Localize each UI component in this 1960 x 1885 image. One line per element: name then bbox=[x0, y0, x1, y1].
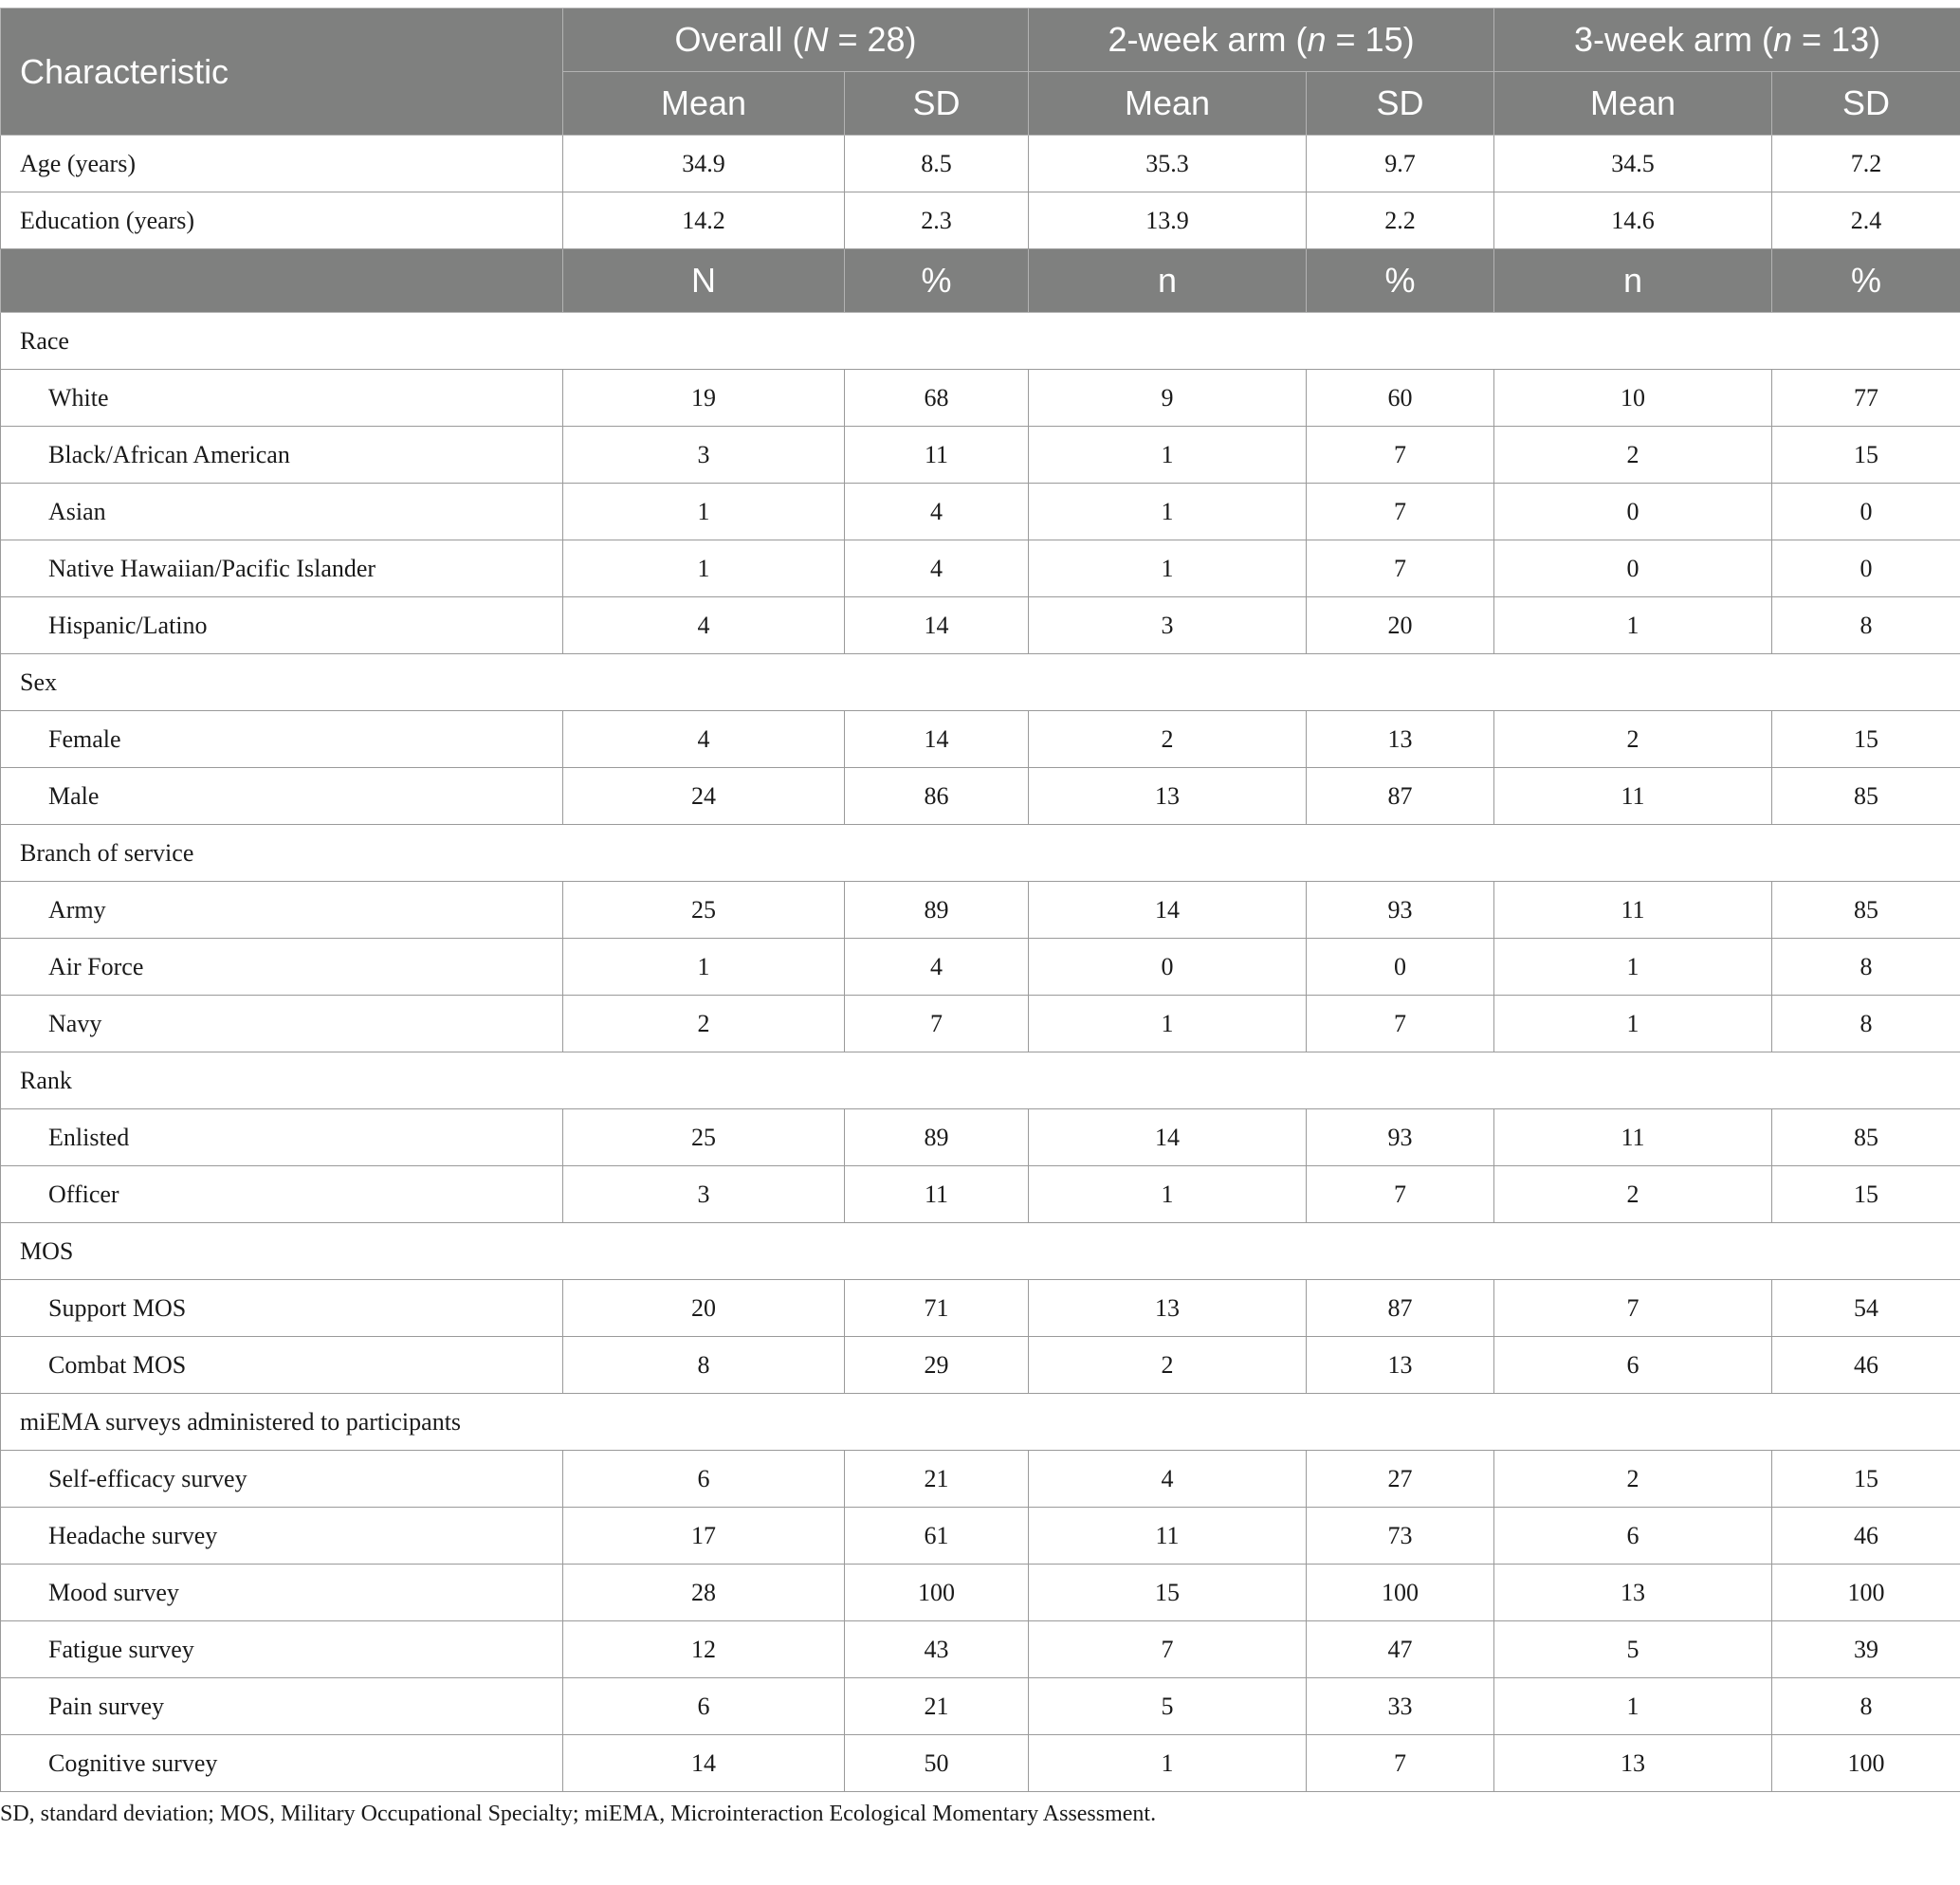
table-cell: 15 bbox=[1772, 1451, 1960, 1508]
table-cell: 60 bbox=[1307, 370, 1494, 427]
table-row bbox=[1, 1735, 1960, 1792]
table-cell: 7 bbox=[845, 996, 1029, 1052]
table-cell: 2 bbox=[1494, 427, 1772, 484]
row-label: Pain survey bbox=[1, 1678, 563, 1735]
table-cell: 15 bbox=[1772, 427, 1960, 484]
section-title: MOS bbox=[1, 1223, 1960, 1280]
table-cell: 0 bbox=[1307, 939, 1494, 996]
table-cell: 1 bbox=[1494, 996, 1772, 1052]
table-cell: 1 bbox=[563, 939, 845, 996]
section-title: miEMA surveys administered to participants bbox=[1, 1394, 1960, 1451]
table-footnote: SD, standard deviation; MOS, Military Occupational Specialty; miEMA, Microinteraction Ecological Momentary Assessment. bbox=[0, 1802, 1157, 1826]
table-cell: 2 bbox=[1494, 711, 1772, 768]
row-label: Male bbox=[1, 768, 563, 825]
table-cell: 14 bbox=[845, 597, 1029, 654]
table-cell: 7 bbox=[1029, 1621, 1307, 1678]
row-label: Cognitive survey bbox=[1, 1735, 563, 1792]
table-cell: 12 bbox=[563, 1621, 845, 1678]
row-label: Air Force bbox=[1, 939, 563, 996]
table-row bbox=[1, 768, 1960, 825]
table-cell: 7 bbox=[1307, 996, 1494, 1052]
table-cell: 1 bbox=[563, 484, 845, 540]
table-cell: 1 bbox=[1029, 484, 1307, 540]
row-label: Age (years) bbox=[1, 136, 563, 192]
table-cell: 2 bbox=[563, 996, 845, 1052]
subheader-cell: n bbox=[1494, 249, 1772, 313]
table-cell: 11 bbox=[1494, 882, 1772, 939]
section-title: Sex bbox=[1, 654, 1960, 711]
section-row bbox=[1, 654, 1960, 711]
table-cell: 100 bbox=[1772, 1735, 1960, 1792]
table-cell: 2 bbox=[1029, 711, 1307, 768]
table-cell: 2 bbox=[1029, 1337, 1307, 1394]
table-cell: 15 bbox=[1029, 1565, 1307, 1621]
section-row bbox=[1, 1394, 1960, 1451]
table-row bbox=[1, 996, 1960, 1052]
table-cell: 3 bbox=[563, 427, 845, 484]
table-cell: 1 bbox=[1494, 597, 1772, 654]
table-cell: 0 bbox=[1029, 939, 1307, 996]
table-cell: 25 bbox=[563, 1109, 845, 1166]
row-label: Combat MOS bbox=[1, 1337, 563, 1394]
table-cell: 8 bbox=[1772, 939, 1960, 996]
table-cell: 43 bbox=[845, 1621, 1029, 1678]
table-cell: 14 bbox=[845, 711, 1029, 768]
table-cell: 4 bbox=[845, 484, 1029, 540]
table-row bbox=[1, 1678, 1960, 1735]
table-cell: 86 bbox=[845, 768, 1029, 825]
table-cell: 11 bbox=[845, 1166, 1029, 1223]
table-cell: 100 bbox=[845, 1565, 1029, 1621]
table-cell: 17 bbox=[563, 1508, 845, 1565]
table-cell: 0 bbox=[1494, 484, 1772, 540]
table-cell: 13 bbox=[1307, 711, 1494, 768]
table-cell: 7 bbox=[1307, 540, 1494, 597]
table-row bbox=[1, 597, 1960, 654]
table-cell: 85 bbox=[1772, 768, 1960, 825]
table-cell: 71 bbox=[845, 1280, 1029, 1337]
table-cell: 33 bbox=[1307, 1678, 1494, 1735]
table-cell: 14 bbox=[1029, 1109, 1307, 1166]
table-cell: 9 bbox=[1029, 370, 1307, 427]
table-cell: 35.3 bbox=[1029, 136, 1307, 192]
table-cell: 7 bbox=[1494, 1280, 1772, 1337]
characteristic-header: Characteristic bbox=[1, 9, 563, 136]
subheader-cell: N bbox=[563, 249, 845, 313]
table-cell: 5 bbox=[1494, 1621, 1772, 1678]
table-cell: 4 bbox=[1029, 1451, 1307, 1508]
row-label: Mood survey bbox=[1, 1565, 563, 1621]
table-cell: 46 bbox=[1772, 1337, 1960, 1394]
table-cell: 1 bbox=[1029, 1166, 1307, 1223]
row-label: Enlisted bbox=[1, 1109, 563, 1166]
table-cell: 20 bbox=[563, 1280, 845, 1337]
table-cell: 85 bbox=[1772, 882, 1960, 939]
table-cell: 77 bbox=[1772, 370, 1960, 427]
subheader-cell: % bbox=[1772, 249, 1960, 313]
table-cell: 25 bbox=[563, 882, 845, 939]
table-cell: 8 bbox=[1772, 996, 1960, 1052]
table-cell: 0 bbox=[1494, 540, 1772, 597]
table-cell: 8 bbox=[1772, 597, 1960, 654]
group-header-3-week: 3-week arm (n = 13) bbox=[1494, 9, 1960, 72]
section-row bbox=[1, 825, 1960, 882]
table-cell: 0 bbox=[1772, 484, 1960, 540]
table-cell: 5 bbox=[1029, 1678, 1307, 1735]
table-cell: 20 bbox=[1307, 597, 1494, 654]
categorical-body bbox=[1, 313, 1960, 1792]
row-label: Self-efficacy survey bbox=[1, 1451, 563, 1508]
table-cell: 2.2 bbox=[1307, 192, 1494, 249]
table-cell: 8 bbox=[563, 1337, 845, 1394]
table-row bbox=[1, 136, 1960, 192]
table-row bbox=[1, 484, 1960, 540]
section-title: Branch of service bbox=[1, 825, 1960, 882]
table-cell: 1 bbox=[1029, 996, 1307, 1052]
table-row bbox=[1, 1337, 1960, 1394]
table-cell: 61 bbox=[845, 1508, 1029, 1565]
table-cell: 11 bbox=[1494, 768, 1772, 825]
table-cell: 34.9 bbox=[563, 136, 845, 192]
table-cell: 1 bbox=[1029, 1735, 1307, 1792]
subheader-cell: SD bbox=[1307, 72, 1494, 136]
subheader-cell: SD bbox=[1772, 72, 1960, 136]
table-cell: 4 bbox=[845, 540, 1029, 597]
row-label: Female bbox=[1, 711, 563, 768]
table-cell: 13 bbox=[1307, 1337, 1494, 1394]
table-cell: 2 bbox=[1494, 1166, 1772, 1223]
table-row bbox=[1, 1166, 1960, 1223]
table-cell: 13 bbox=[1029, 768, 1307, 825]
row-label: Headache survey bbox=[1, 1508, 563, 1565]
subheader-cell: % bbox=[1307, 249, 1494, 313]
table-row bbox=[1, 1621, 1960, 1678]
table-cell: 21 bbox=[845, 1678, 1029, 1735]
table-cell: 85 bbox=[1772, 1109, 1960, 1166]
section-row bbox=[1, 1052, 1960, 1109]
table-row bbox=[1, 1565, 1960, 1621]
table-cell: 10 bbox=[1494, 370, 1772, 427]
row-label: Native Hawaiian/Pacific Islander bbox=[1, 540, 563, 597]
table-cell: 9.7 bbox=[1307, 136, 1494, 192]
section-row bbox=[1, 1223, 1960, 1280]
table-cell: 1 bbox=[1029, 540, 1307, 597]
row-label: Support MOS bbox=[1, 1280, 563, 1337]
demographics-table bbox=[0, 8, 1960, 1792]
table-cell: 14 bbox=[563, 1735, 845, 1792]
table-cell: 54 bbox=[1772, 1280, 1960, 1337]
subheader-cell: % bbox=[845, 249, 1029, 313]
table-cell: 89 bbox=[845, 1109, 1029, 1166]
table-cell: 14.6 bbox=[1494, 192, 1772, 249]
row-label: Education (years) bbox=[1, 192, 563, 249]
row-label: Officer bbox=[1, 1166, 563, 1223]
section-row bbox=[1, 313, 1960, 370]
subheader-cell: Mean bbox=[1494, 72, 1772, 136]
table-cell: 89 bbox=[845, 882, 1029, 939]
table-cell: 1 bbox=[1494, 939, 1772, 996]
subheader-cell: Mean bbox=[563, 72, 845, 136]
table-cell: 8 bbox=[1772, 1678, 1960, 1735]
table-cell: 6 bbox=[1494, 1337, 1772, 1394]
section-title: Race bbox=[1, 313, 1960, 370]
table-cell: 11 bbox=[845, 427, 1029, 484]
table-row bbox=[1, 1508, 1960, 1565]
table-cell: 27 bbox=[1307, 1451, 1494, 1508]
row-label: Army bbox=[1, 882, 563, 939]
table-cell: 6 bbox=[1494, 1508, 1772, 1565]
row-label: Navy bbox=[1, 996, 563, 1052]
table-cell: 1 bbox=[563, 540, 845, 597]
row-label: Black/African American bbox=[1, 427, 563, 484]
table-cell: 2 bbox=[1494, 1451, 1772, 1508]
table-cell: 13.9 bbox=[1029, 192, 1307, 249]
row-label: Fatigue survey bbox=[1, 1621, 563, 1678]
table-cell: 34.5 bbox=[1494, 136, 1772, 192]
table-cell: 87 bbox=[1307, 768, 1494, 825]
table-cell: 93 bbox=[1307, 1109, 1494, 1166]
subheader-cell: SD bbox=[845, 72, 1029, 136]
table-cell: 2.4 bbox=[1772, 192, 1960, 249]
table-cell: 13 bbox=[1029, 1280, 1307, 1337]
section-title: Rank bbox=[1, 1052, 1960, 1109]
table-cell: 6 bbox=[563, 1451, 845, 1508]
table-cell: 39 bbox=[1772, 1621, 1960, 1678]
table-cell: 7 bbox=[1307, 1735, 1494, 1792]
table-cell: 8.5 bbox=[845, 136, 1029, 192]
table-cell: 7 bbox=[1307, 1166, 1494, 1223]
table-cell: 2.3 bbox=[845, 192, 1029, 249]
table-cell: 100 bbox=[1307, 1565, 1494, 1621]
table-row bbox=[1, 192, 1960, 249]
table-cell: 87 bbox=[1307, 1280, 1494, 1337]
table-cell: 1 bbox=[1029, 427, 1307, 484]
table-cell: 14 bbox=[1029, 882, 1307, 939]
table-row bbox=[1, 882, 1960, 939]
table-row bbox=[1, 1280, 1960, 1337]
table-cell: 13 bbox=[1494, 1565, 1772, 1621]
table-cell: 68 bbox=[845, 370, 1029, 427]
table-cell: 6 bbox=[563, 1678, 845, 1735]
table-cell: 7 bbox=[1307, 484, 1494, 540]
table-cell: 3 bbox=[1029, 597, 1307, 654]
row-label: Asian bbox=[1, 484, 563, 540]
table-cell: 15 bbox=[1772, 1166, 1960, 1223]
table-cell: 73 bbox=[1307, 1508, 1494, 1565]
table-cell: 0 bbox=[1772, 540, 1960, 597]
subheader-cell: Mean bbox=[1029, 72, 1307, 136]
subheader-cell: n bbox=[1029, 249, 1307, 313]
table-cell: 4 bbox=[563, 711, 845, 768]
table-cell: 29 bbox=[845, 1337, 1029, 1394]
row-label: Hispanic/Latino bbox=[1, 597, 563, 654]
table-cell: 11 bbox=[1494, 1109, 1772, 1166]
continuous-body bbox=[1, 136, 1960, 249]
table-cell: 15 bbox=[1772, 711, 1960, 768]
table-row bbox=[1, 1109, 1960, 1166]
table-row bbox=[1, 939, 1960, 996]
table-cell: 46 bbox=[1772, 1508, 1960, 1565]
table-row bbox=[1, 711, 1960, 768]
blank-header-cell bbox=[1, 249, 563, 313]
table-cell: 11 bbox=[1029, 1508, 1307, 1565]
table-cell: 4 bbox=[563, 597, 845, 654]
table-cell: 4 bbox=[845, 939, 1029, 996]
group-header-overall: Overall (N = 28) bbox=[563, 9, 1029, 72]
table-cell: 47 bbox=[1307, 1621, 1494, 1678]
table-cell: 19 bbox=[563, 370, 845, 427]
table-cell: 14.2 bbox=[563, 192, 845, 249]
table-cell: 28 bbox=[563, 1565, 845, 1621]
table-cell: 100 bbox=[1772, 1565, 1960, 1621]
header-row-groups bbox=[1, 9, 1960, 72]
table-cell: 24 bbox=[563, 768, 845, 825]
table-row bbox=[1, 370, 1960, 427]
table-cell: 7.2 bbox=[1772, 136, 1960, 192]
table-row bbox=[1, 540, 1960, 597]
table-cell: 13 bbox=[1494, 1735, 1772, 1792]
table-cell: 3 bbox=[563, 1166, 845, 1223]
group-header-2-week: 2-week arm (n = 15) bbox=[1029, 9, 1494, 72]
table-row bbox=[1, 427, 1960, 484]
table-cell: 93 bbox=[1307, 882, 1494, 939]
table-row bbox=[1, 1451, 1960, 1508]
header-row-counts bbox=[1, 249, 1960, 313]
table-cell: 21 bbox=[845, 1451, 1029, 1508]
table-cell: 50 bbox=[845, 1735, 1029, 1792]
table-cell: 7 bbox=[1307, 427, 1494, 484]
table-container bbox=[0, 8, 1960, 1827]
row-label: White bbox=[1, 370, 563, 427]
table-cell: 1 bbox=[1494, 1678, 1772, 1735]
